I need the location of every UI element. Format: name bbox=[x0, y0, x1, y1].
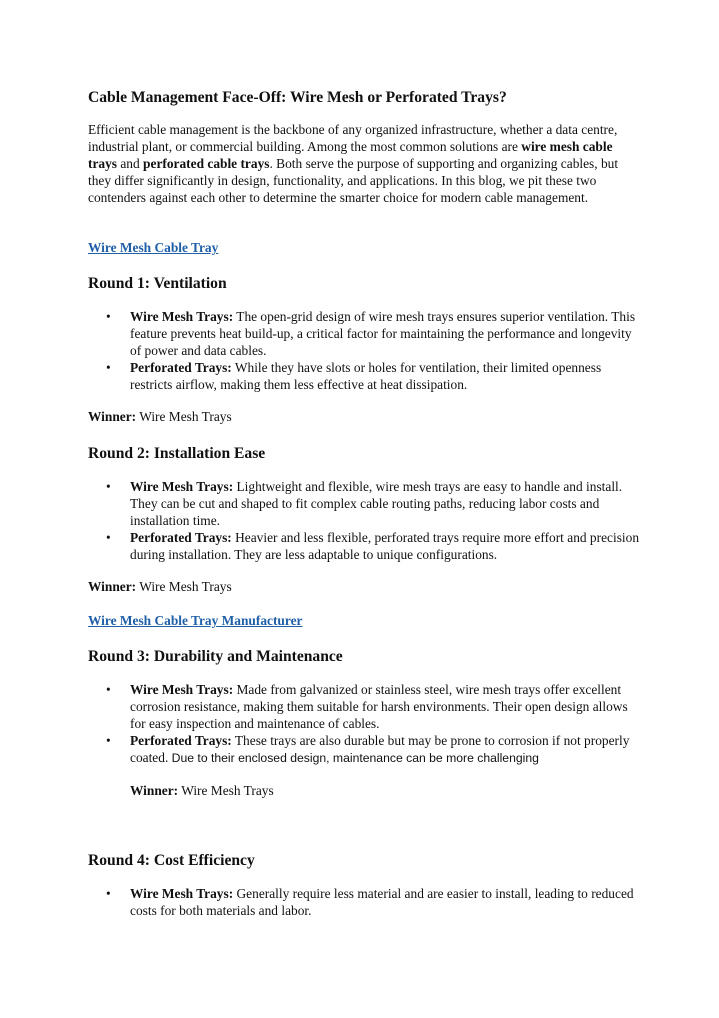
list-item bbox=[88, 682, 640, 733]
item-label: Perforated Trays: bbox=[130, 529, 232, 545]
wire-mesh-cable-tray-manufacturer-link[interactable]: Wire Mesh Cable Tray Manufacturer bbox=[88, 613, 303, 628]
page-title: Cable Management Face-Off: Wire Mesh or Perforated Trays? bbox=[88, 89, 507, 106]
round-4-heading: Round 4: Cost Efficiency bbox=[88, 852, 255, 869]
round-1-winner bbox=[88, 409, 640, 426]
round-3-list bbox=[88, 682, 640, 767]
winner-value: Wire Mesh Trays bbox=[181, 783, 274, 798]
list-item bbox=[88, 309, 640, 360]
round-2-heading: Round 2: Installation Ease bbox=[88, 445, 266, 462]
list-item bbox=[88, 360, 640, 394]
winner-label: Winner: bbox=[88, 409, 137, 424]
item-label: Wire Mesh Trays: bbox=[130, 479, 234, 494]
round-3-heading: Round 3: Durability and Maintenance bbox=[88, 648, 343, 665]
item-text: Lightweight and flexible, wire mesh trays are easy to handle and install. They can be cut and shaped to fit complex cable routing paths, reducing labor costs and installation time. bbox=[130, 479, 623, 528]
bullet-icon: • bbox=[106, 309, 111, 324]
intro-text-1: Efficient cable management is the backbone of any organized infrastructure, whether a data centre, industrial plant, or commercial building. Among the most common solutions are bbox=[88, 122, 618, 154]
intro-text-3: . Both serve the purpose of supporting and organizing cables, but they differ significantly in design, functionality, and applications. In this blog, we pit these two contenders against each other to determine the smarter choice for modern cable management. bbox=[88, 155, 619, 205]
list-item bbox=[88, 733, 640, 767]
item-text: While they have slots or holes for ventilation, their limited openness restricts airflow, making them less effective at heat dissipation. bbox=[130, 359, 602, 392]
item-label: Perforated Trays: bbox=[130, 359, 232, 375]
link-paragraph-1 bbox=[88, 240, 640, 257]
link-paragraph-2 bbox=[88, 613, 640, 630]
round-2-list bbox=[88, 479, 640, 564]
item-label: Wire Mesh Trays: bbox=[130, 309, 234, 324]
winner-label: Winner: bbox=[130, 783, 179, 798]
item-text: Generally require less material and are easier to install, leading to reduced costs for both materials and labor. bbox=[130, 886, 634, 918]
intro-bold-2: perforated cable trays bbox=[143, 155, 270, 171]
item-text: Made from galvanized or stainless steel, wire mesh trays offer excellent corrosion resistance, making them suitable for harsh environments. Their open design allows for easy inspection and maintenance of cables. bbox=[130, 682, 628, 731]
list-item bbox=[88, 530, 640, 564]
item-label: Wire Mesh Trays: bbox=[130, 682, 234, 697]
bullet-icon: • bbox=[106, 479, 111, 494]
bullet-icon: • bbox=[106, 732, 111, 748]
list-item bbox=[88, 886, 640, 920]
item-text: The open-grid design of wire mesh trays ensures superior ventilation. This feature prevents heat build-up, a critical factor for maintaining the performance and longevity of power and data cables. bbox=[130, 309, 636, 358]
wire-mesh-cable-tray-link[interactable]: Wire Mesh Cable Tray bbox=[88, 240, 219, 255]
round-4-list bbox=[88, 886, 640, 920]
bullet-icon: • bbox=[106, 886, 111, 901]
winner-value: Wire Mesh Trays bbox=[139, 579, 232, 594]
item-text: Heavier and less flexible, perforated trays require more effort and precision during installation. They are less adaptable to unique configurations. bbox=[130, 529, 640, 562]
winner-label: Winner: bbox=[88, 579, 137, 594]
item-extra-text: Due to their enclosed design, maintenance can be more challenging bbox=[168, 750, 539, 765]
round-2-winner bbox=[88, 579, 640, 596]
list-item bbox=[88, 479, 640, 530]
intro-text-2: and bbox=[117, 155, 144, 171]
intro-paragraph bbox=[88, 122, 640, 207]
bullet-icon: • bbox=[106, 682, 111, 697]
round-1-list bbox=[88, 309, 640, 394]
intro-bold-1: wire mesh cable trays bbox=[88, 138, 613, 171]
winner-value: Wire Mesh Trays bbox=[139, 409, 232, 424]
item-text: These trays are also durable but may be prone to corrosion if not properly coated. bbox=[130, 732, 630, 765]
bullet-icon: • bbox=[106, 359, 111, 375]
item-label: Perforated Trays: bbox=[130, 732, 232, 748]
round-3-winner bbox=[130, 783, 640, 800]
item-label: Wire Mesh Trays: bbox=[130, 886, 234, 901]
round-1-heading: Round 1: Ventilation bbox=[88, 275, 227, 292]
bullet-icon: • bbox=[106, 529, 111, 545]
